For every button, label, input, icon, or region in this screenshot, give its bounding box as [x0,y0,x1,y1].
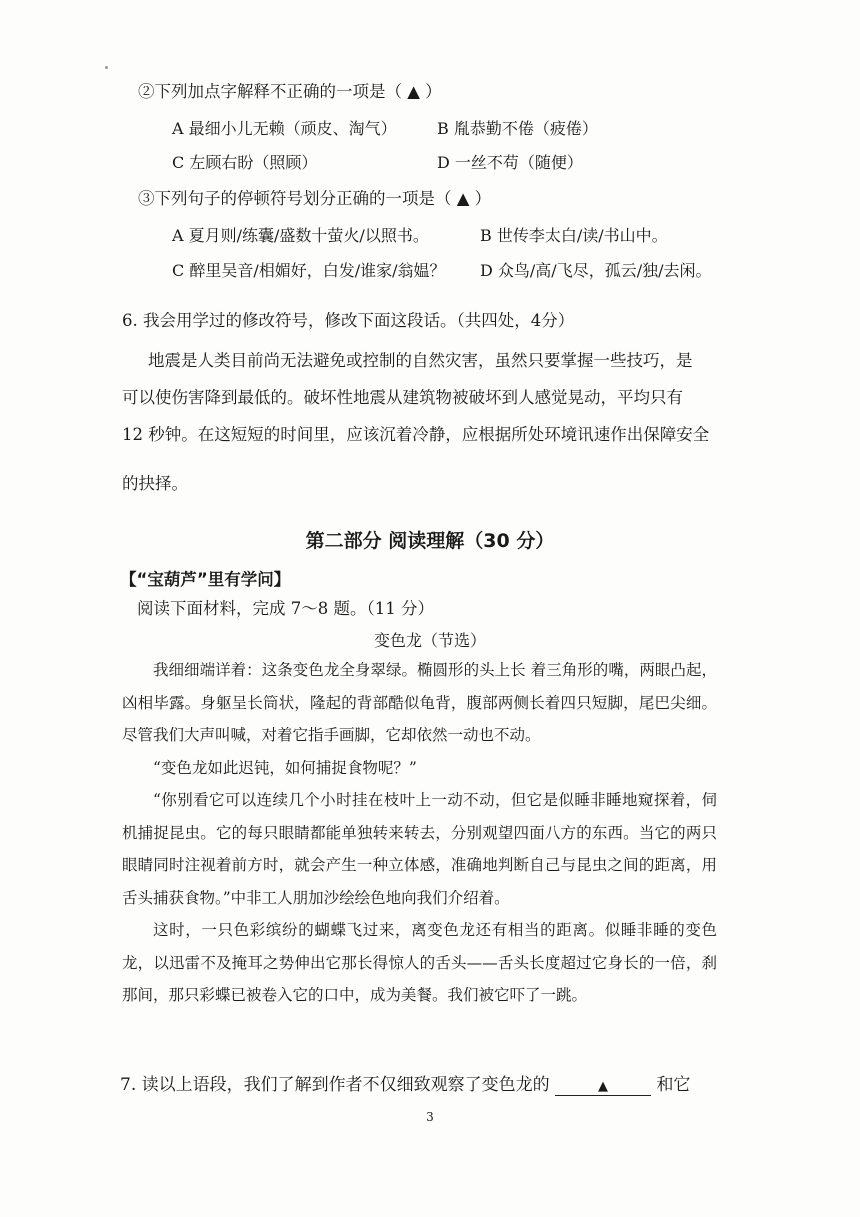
question-5-2-option-b: B 胤恭勤不倦（疲倦） [437,119,598,138]
question-5-3-option-d: D 众鸟/高/飞尽，孤云/独/去闲。 [480,261,712,280]
emphasis-dotted: 正确 [336,189,369,208]
question-5-2-option-a: A 最细小儿无赖（顽皮、淘气） [172,119,397,138]
article-paragraph: 我细细端详着：这条变色龙全身翠绿。椭圆形的头上长 着三角形的嘴，两眼凸起，凶相毕露。身躯呈长筒状，隆起的背部酷似龟背，腹部两侧长着四只短脚，尾巴尖细。尽管我们大声叫喊，对着它指手画脚，它却依然一动也不动。 [122,661,717,744]
article-paragraph: “你别看它可以连续几个小时挂在枝叶上一动不动，但它是似睡非睡地窥探着，伺机捕捉昆虫。它的每只眼睛都能单独转来转去，分别观望四面八方的东西。当它的两只眼睛同时注视着前方时，就会产生一种立体感，准确地判断自己与昆虫之间的距离，用舌头捕获食物。”中非工人朋加沙绘绘色地向我们介绍着。 [122,791,717,907]
reading-instruction: 阅读下面材料，完成 7～8 题。（11 分） [137,599,434,618]
article-title: 变色龙（节选） [373,631,486,650]
section-title: 第二部分 阅读理解（30 分） [305,530,555,552]
question-6-line-3: 12 秒钟。在这短短的时间里，应该沉着冷静，应根据所处环境讯速作出保障安全 [122,425,710,444]
question-7-stem: 7. 读以上语段，我们了解到作者不仅细致观察了变色龙的 ▲ 和它 [120,1075,691,1095]
article-paragraph: 这时，一只色彩缤纷的蝴蝶飞过来，离变色龙还有相当的距离。似睡非睡的变色龙，以迅雷不及掩耳之势伸出它那长得惊人的舌头——舌头长度超过它身长的一倍，刹那间，那只彩蝶已被卷入它的口中，成为美餐。我们被它吓了一跳。 [122,921,717,1004]
question-5-3-option-b: B 世传李太白/读/书山中。 [480,226,668,245]
question-5-2-stem: ②下列加点字解释不正确的一项是（ ▲ ） [138,82,442,101]
question-5-3-stem: ③下列句子的停顿符号划分正确的一项是（ ▲ ） [138,189,492,208]
question-6-line-4: 的抉择。 [122,474,188,493]
question-5-2-option-d: D 一丝不苟（随便） [437,153,583,172]
question-6-line-2: 可以使伤害降到最低的。破坏性地震从建筑物被破坏到人感觉晃动，平均只有 [122,388,683,407]
article-body [122,654,717,1012]
scan-speck [105,66,108,69]
answer-blank[interactable]: ▲ [555,1079,651,1096]
page-number: 3 [426,1110,434,1124]
emphasis-dotted: 不正确 [270,82,320,101]
question-6-line-1: 地震是人类目前尚无法避免或控制的自然灾害，虽然只要掌握一些技巧，是 [148,351,693,370]
article-paragraph: “变色龙如此迟钝，如何捕捉食物呢？” [153,758,417,777]
question-5-3-option-c: C 醉里吴音/相媚好，白发/谁家/翁媪？ [172,261,446,280]
question-5-3-option-a: A 夏月则/练囊/盛数十萤火/以照书。 [172,226,429,245]
section-label: 【“宝葫芦”里有学问】 [120,570,291,589]
question-6-stem: 6. 我会用学过的修改符号，修改下面这段话。（共四处，4分） [122,311,575,330]
question-5-2-option-c: C 左顾右盼（照顾） [172,153,318,172]
